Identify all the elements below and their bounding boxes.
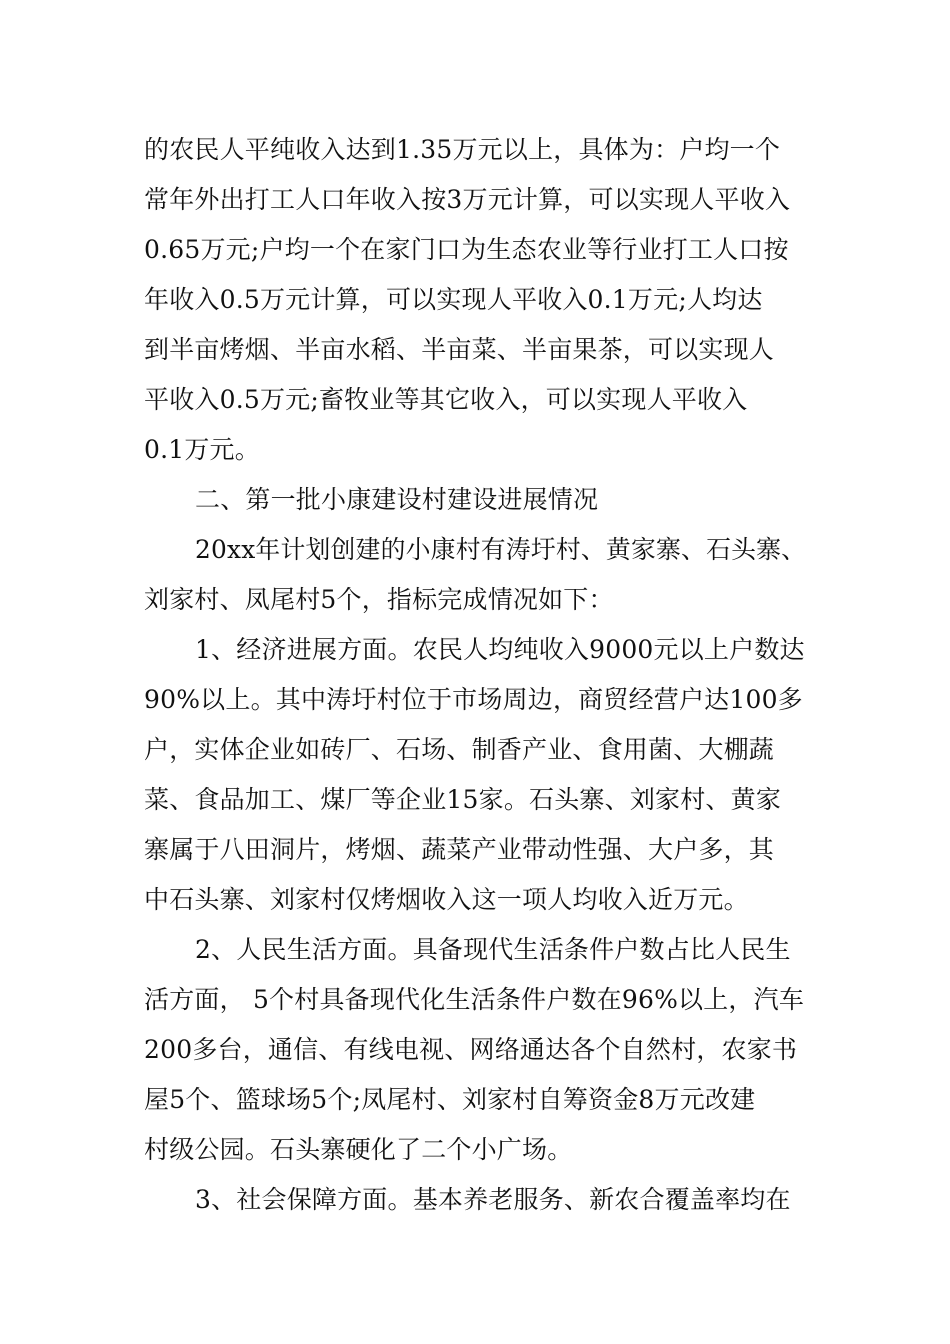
text-line: 刘家村、凤尾村5个，指标完成情况如下： <box>144 585 614 614</box>
text-line: 1、经济进展方面。农民人均纯收入9000元以上户数达 <box>195 635 805 664</box>
text-line: 寨属于八田洞片，烤烟、蔬菜产业带动性强、大户多，其 <box>144 835 775 864</box>
text-line: 年收入0.5万元计算，可以实现人平收入0.1万元;人均达 <box>144 285 763 314</box>
text-line: 200多台，通信、有线电视、网络通达各个自然村，农家书 <box>144 1035 798 1064</box>
text-line: 村级公园。石头寨硬化了二个小广场。 <box>144 1135 573 1164</box>
text-line: 20xx年计划创建的小康村有涛圩村、黄家寨、石头寨、 <box>195 535 807 564</box>
text-line: 3、社会保障方面。基本养老服务、新农合覆盖率均在 <box>195 1185 791 1214</box>
text-line: 平收入0.5万元;畜牧业等其它收入，可以实现人平收入 <box>144 385 748 414</box>
text-line: 90%以上。其中涛圩村位于市场周边，商贸经营户达100多 <box>144 685 803 714</box>
text-line: 到半亩烤烟、半亩水稻、半亩菜、半亩果茶，可以实现人 <box>144 335 775 364</box>
text-line: 2、人民生活方面。具备现代生活条件户数占比人民生 <box>195 935 791 964</box>
text-line: 户，实体企业如砖厂、石场、制香产业、食用菌、大棚蔬 <box>144 735 775 764</box>
text-line: 常年外出打工人口年收入按3万元计算，可以实现人平收入 <box>144 185 791 214</box>
text-line: 屋5个、篮球场5个;凤尾村、刘家村自筹资金8万元改建 <box>144 1085 756 1114</box>
text-line: 0.1万元。 <box>144 435 260 464</box>
section-heading: 二、第一批小康建设村建设进展情况 <box>195 485 599 514</box>
text-line: 0.65万元;户均一个在家门口为生态农业等行业打工人口按 <box>144 235 789 264</box>
text-line: 中石头寨、刘家村仅烤烟收入这一项人均收入近万元。 <box>144 885 749 914</box>
text-line: 的农民人平纯收入达到1.35万元以上，具体为：户均一个 <box>144 135 781 164</box>
text-line: 菜、食品加工、煤厂等企业15家。石头寨、刘家村、黄家 <box>144 785 782 814</box>
text-line: 活方面， 5个村具备现代化生活条件户数在96%以上，汽车 <box>144 985 805 1014</box>
